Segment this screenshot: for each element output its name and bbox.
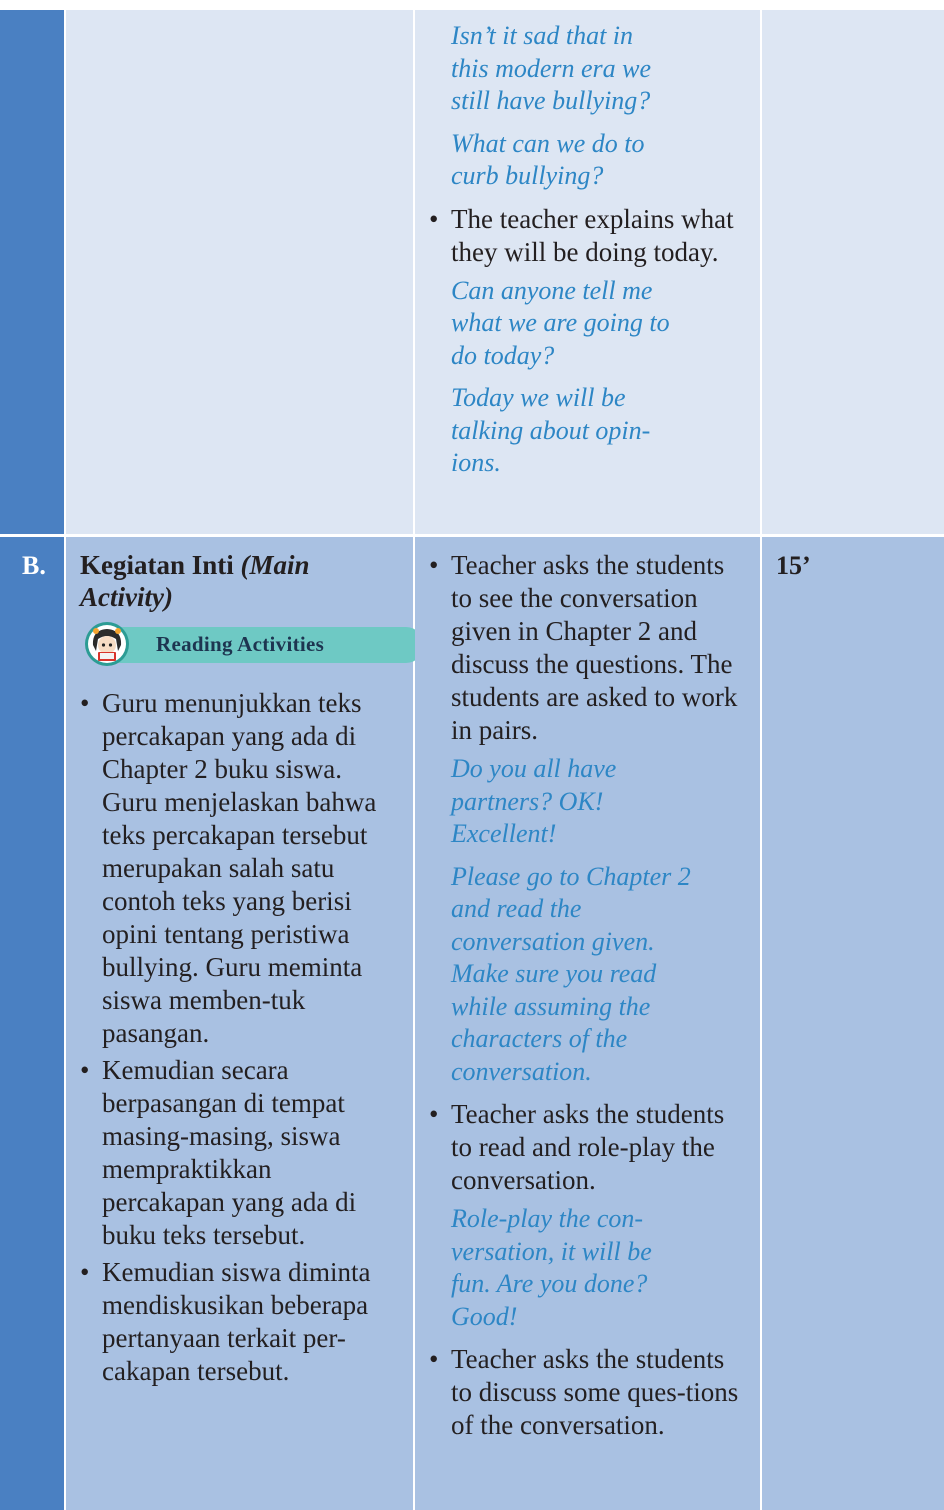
teacher-speech: Role-play the con-versation, it will be fun. Are you done? Good! (451, 1204, 652, 1331)
teacher-speech: Isn’t it sad that in this modern era we still have bullying? (451, 21, 652, 115)
teacher-speech-block (451, 275, 748, 480)
teacher-speech: Today we will be talking about opin-ions. (451, 383, 651, 477)
teacher-speech: Please go to Chapter 2 and read the conversation given. Make sure you read while assuming the characters of the conversation. (451, 861, 691, 1086)
teacher-speech: Do you all have partners? OK! Excellent! (451, 754, 617, 848)
indonesian-steps (80, 687, 399, 1388)
bullet-item (429, 1343, 748, 1442)
bullet-item (429, 549, 748, 747)
badge-label: Reading Activities (156, 632, 325, 656)
row-a-english-cell (415, 10, 760, 534)
teacher-speech-block (451, 20, 748, 193)
teacher-speech: What can we do to curb bullying? (451, 128, 645, 190)
bullet-item (429, 1098, 748, 1197)
heading-id: Kegiatan Inti (80, 550, 234, 580)
bullet-text: Teacher asks the students to read and role-play the conversation. (451, 1099, 725, 1195)
row-a-time-cell (762, 10, 944, 534)
reading-activities-badge (80, 623, 399, 661)
bullet-item (429, 203, 748, 269)
time-allocation: 15’ (776, 551, 811, 580)
row-b-activity-cell (66, 537, 413, 1510)
row-a-activity-cell (66, 10, 413, 534)
bullet-text: The teacher explains what they will be doing today. (451, 203, 734, 267)
bullet-item (80, 1054, 399, 1252)
bullet-text: Kemudian secara berpasangan di tempat masing-masing, siswa mempraktikkan percakapan yang ada di buku teks tersebut. (102, 1055, 357, 1250)
teacher-speech-block (451, 1203, 748, 1333)
bullet-item (80, 1256, 399, 1388)
teacher-speech: Can anyone tell me what we are going to do today? (451, 275, 670, 370)
row-label: B. (22, 551, 46, 580)
row-a-label-cell (0, 10, 64, 534)
row-b-time-cell (762, 537, 944, 1510)
bullet-text: Kemudian siswa diminta mendiskusikan beberapa pertanyaan terkait per-cakapan tersebut. (102, 1257, 371, 1386)
row-b-label-cell (0, 537, 64, 1510)
bullet-text: Teacher asks the students to discuss some ques-tions of the conversation. (451, 1344, 739, 1440)
row-b-english-cell (415, 537, 760, 1510)
heading-en: (Main Activity) (80, 550, 310, 612)
bullet-text: Guru menunjukkan teks percakapan yang ada di Chapter 2 buku siswa. Guru menjelaskan bahwa teks percakapan tersebut merupakan salah satu contoh teks yang berisi opini tentang peristiwa bullying. Guru meminta siswa memben-tuk pasangan. (102, 688, 377, 1048)
bullet-text: Teacher asks the students to see the conversation given in Chapter 2 and discuss the questions. The students are asked to work in pairs. (451, 550, 738, 745)
section-heading (80, 549, 399, 613)
student-reading-icon (84, 621, 130, 667)
teacher-speech-block (451, 753, 748, 1088)
bullet-item (80, 687, 399, 1050)
